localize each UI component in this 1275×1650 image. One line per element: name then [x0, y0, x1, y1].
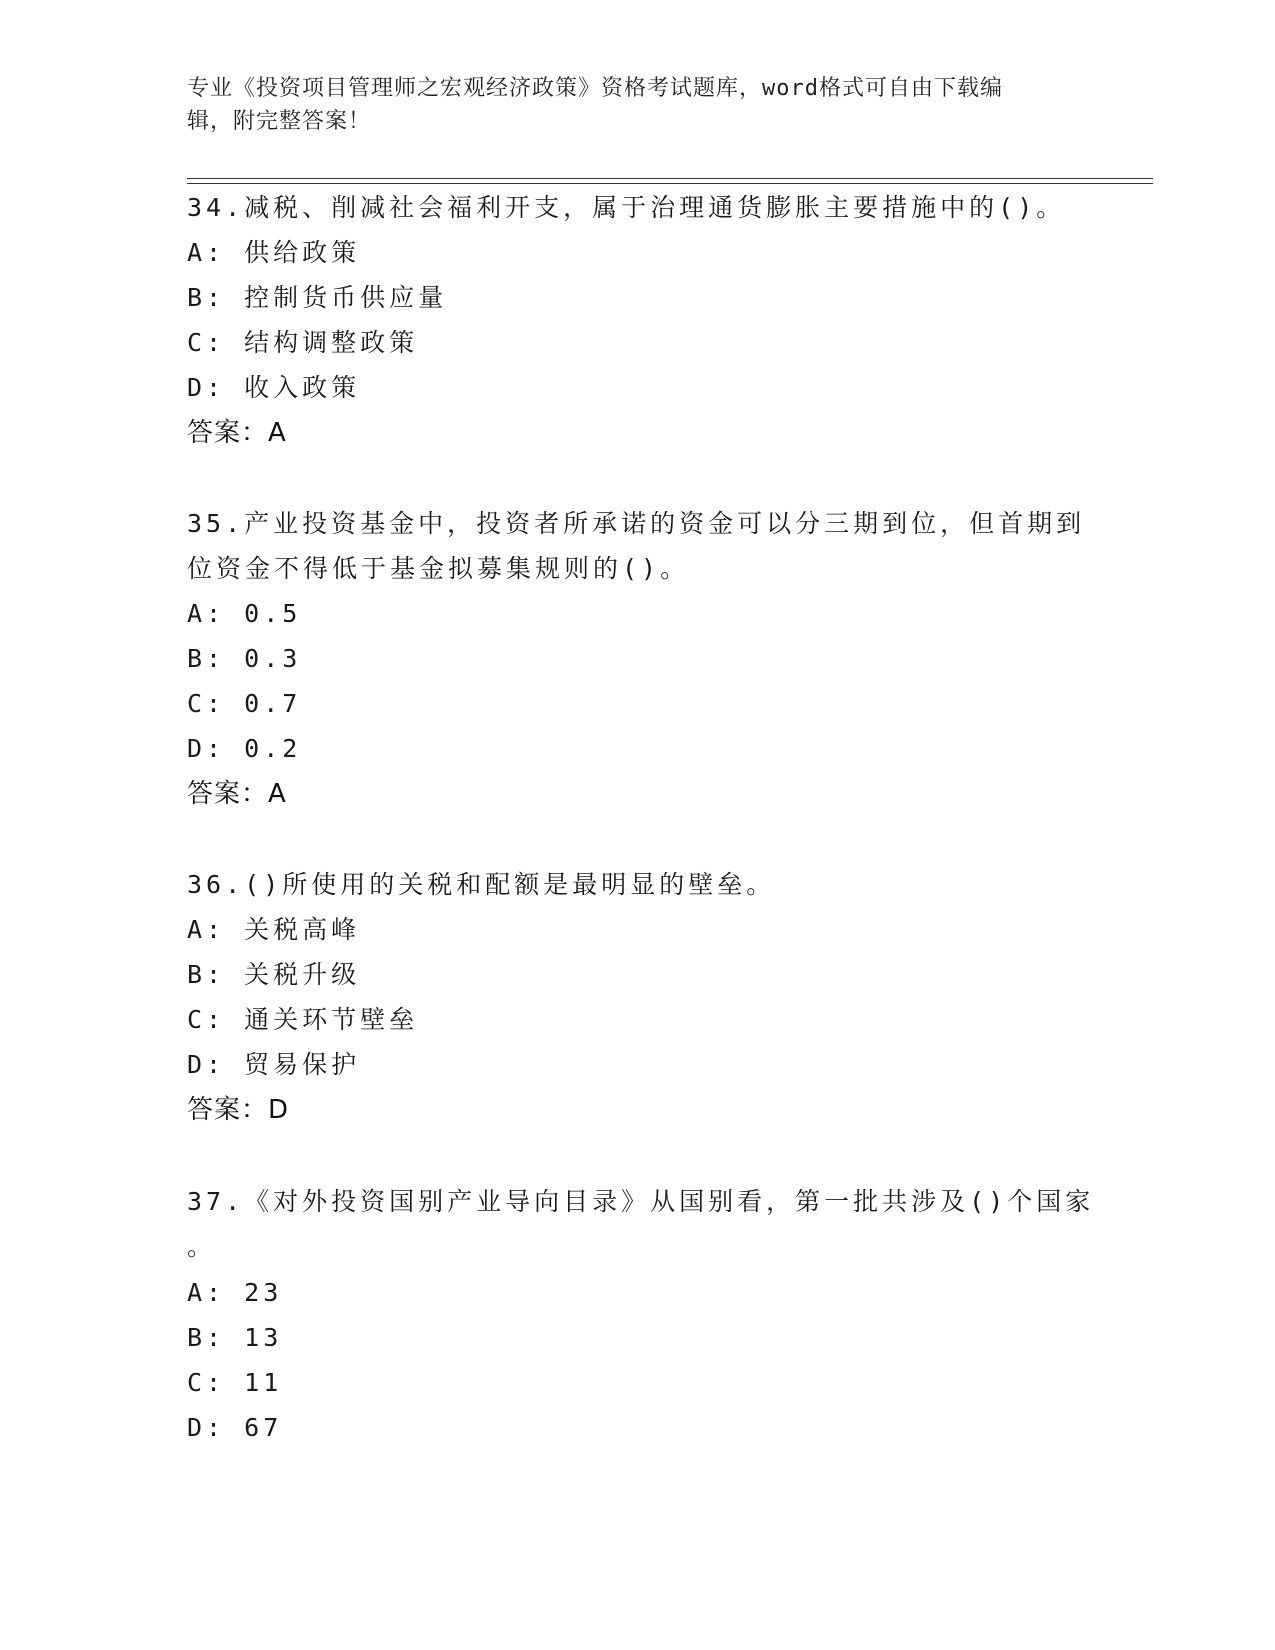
question-36-option-d: D: 贸易保护: [187, 1050, 361, 1079]
header-line-1: 专业《投资项目管理师之宏观经济政策》资格考试题库，word格式可自由下载编: [187, 76, 1003, 101]
question-34-option-b: B: 控制货币供应量: [187, 283, 448, 312]
question-36-option-c: C: 通关环节壁垒: [187, 1005, 419, 1034]
question-34-option-d: D: 收入政策: [187, 373, 361, 402]
question-35-option-c: C: 0.7: [187, 689, 302, 718]
header-divider-top: [187, 178, 1153, 179]
question-34-option-a: A: 供给政策: [187, 238, 361, 267]
question-34-stem-line-1: 34.减税、削减社会福利开支，属于治理通货膨胀主要措施中的()。: [187, 193, 1066, 222]
document-header: [187, 72, 1077, 138]
question-36-option-b: B: 关税升级: [187, 960, 361, 989]
question-36-answer: 答案：D: [187, 1095, 290, 1125]
question-34-answer: 答案：A: [187, 418, 287, 448]
question-37-option-b: B: 13: [187, 1323, 283, 1352]
question-35-stem-line-2: 位资金不得低于基金拟募集规则的()。: [187, 554, 690, 583]
question-37-stem-line-2: 。: [187, 1232, 217, 1261]
question-37-option-c: C: 11: [187, 1368, 283, 1397]
question-35-answer: 答案：A: [187, 779, 287, 809]
question-36-stem-line-1: 36.()所使用的关税和配额是最明显的壁垒。: [187, 870, 776, 899]
question-37-stem-line-1: 37.《对外投资国别产业导向目录》从国别看，第一批共涉及()个国家: [187, 1187, 1095, 1216]
question-37-option-a: A: 23: [187, 1278, 283, 1307]
header-divider-bottom: [187, 183, 1153, 184]
question-35-option-a: A: 0.5: [187, 599, 302, 628]
header-line-2: 辑，附完整答案！: [187, 109, 372, 134]
question-35-stem-line-1: 35.产业投资基金中，投资者所承诺的资金可以分三期到位，但首期到: [187, 509, 1086, 538]
question-35-option-b: B: 0.3: [187, 644, 302, 673]
question-36-option-a: A: 关税高峰: [187, 915, 361, 944]
question-35-option-d: D: 0.2: [187, 734, 302, 763]
question-34-option-c: C: 结构调整政策: [187, 328, 419, 357]
question-37-option-d: D: 67: [187, 1413, 283, 1442]
